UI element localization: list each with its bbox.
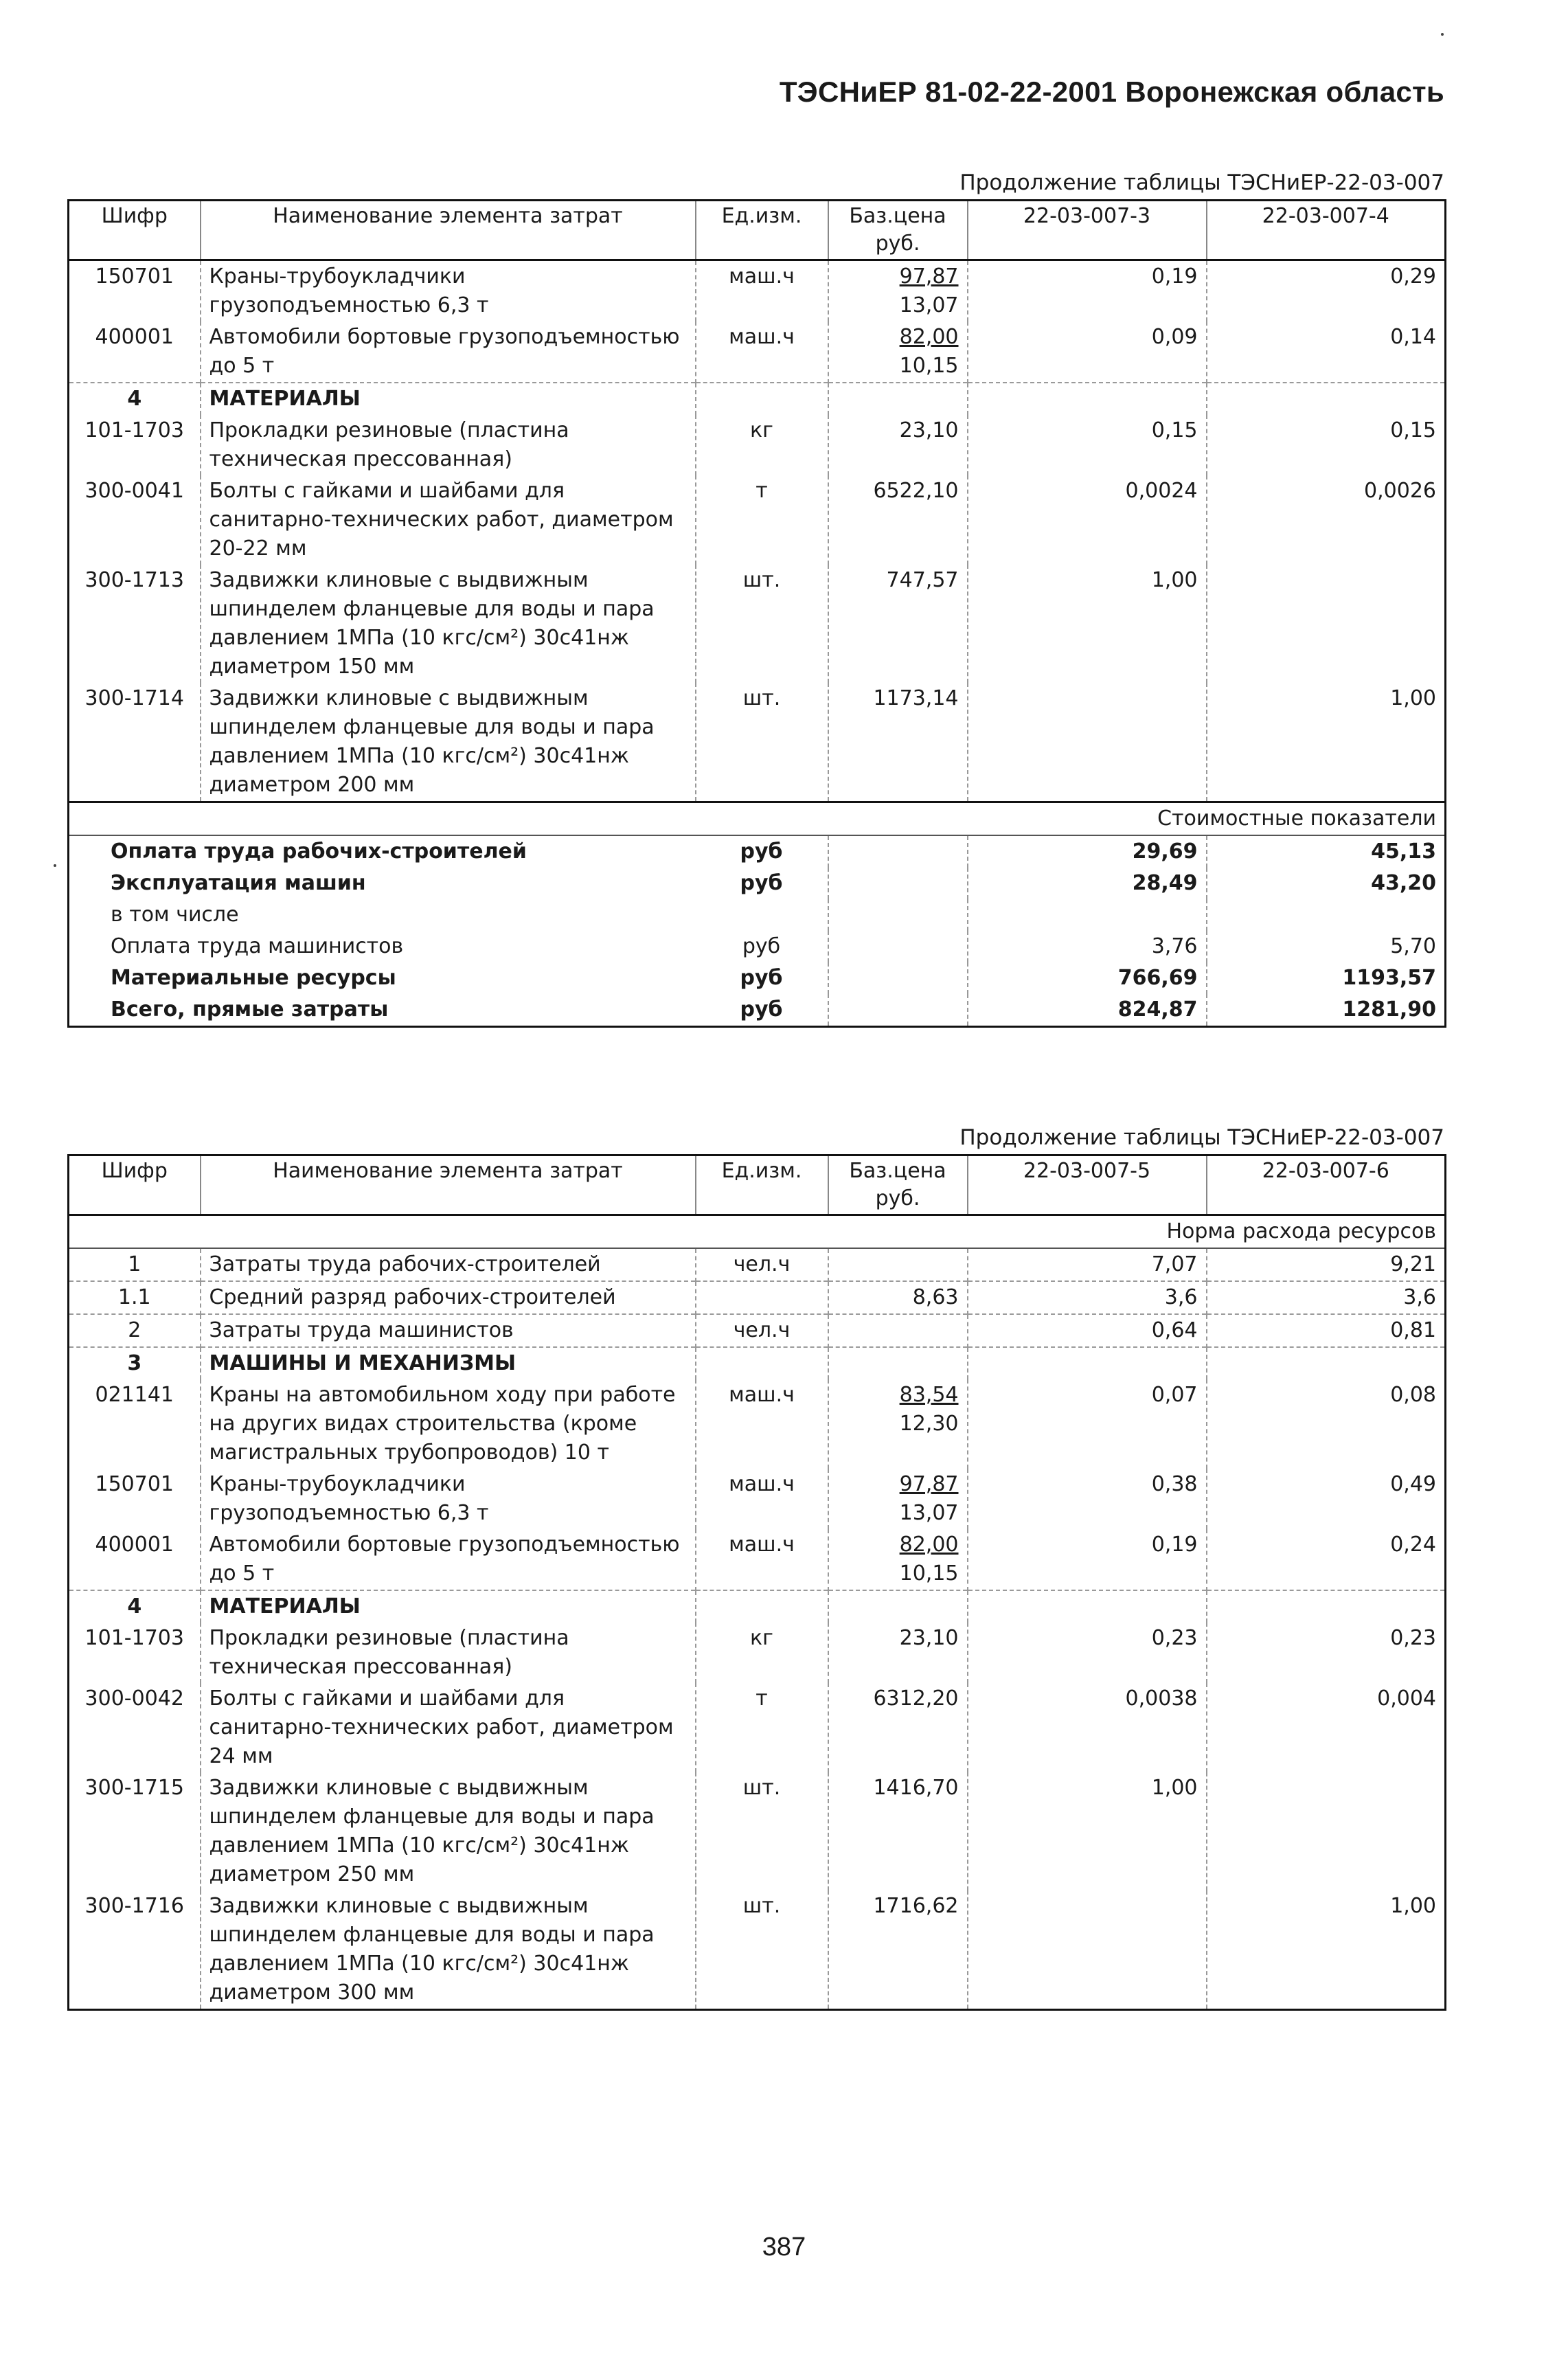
row-code: 1 bbox=[69, 1248, 201, 1281]
cost-value-b: 45,13 bbox=[1371, 839, 1436, 864]
row-price-main: 83,54 bbox=[899, 1383, 959, 1407]
row-price bbox=[828, 383, 968, 415]
row-price: 1416,70 bbox=[828, 1772, 968, 1890]
row-code: 4 bbox=[69, 1590, 201, 1623]
row-value-a bbox=[968, 1347, 1207, 1379]
row-name: Краны-трубоукладчики грузоподъемностью 6,3 т bbox=[201, 1469, 696, 1529]
row-price-main: 82,00 bbox=[899, 325, 959, 349]
header-code: Шифр bbox=[69, 201, 201, 260]
row-name: Задвижки клиновые с выдвижным шпинделем фланцевые для воды и пара давлением 1МПа (10 кгс/см²) 30с41нж диаметром 150 мм bbox=[201, 565, 696, 683]
row-price-main: 82,00 bbox=[899, 1533, 959, 1557]
cost-value-b bbox=[1207, 899, 1446, 931]
row-price-wage: 10,15 bbox=[899, 1561, 959, 1585]
row-name: МАШИНЫ И МЕХАНИЗМЫ bbox=[201, 1347, 696, 1379]
cost-row bbox=[69, 899, 1446, 931]
table-row bbox=[69, 1248, 1446, 1281]
row-code: 150701 bbox=[69, 260, 201, 322]
cost-value-b: 43,20 bbox=[1371, 871, 1436, 895]
row-name: Прокладки резиновые (пластина техническая прессованная) bbox=[201, 1623, 696, 1683]
row-value-a: 0,0024 bbox=[968, 475, 1207, 565]
row-value-b: 0,49 bbox=[1390, 1472, 1436, 1496]
cost-price bbox=[828, 899, 968, 931]
table-row bbox=[69, 475, 1446, 565]
cost-label: Эксплуатация машин bbox=[111, 871, 366, 895]
header-name: Наименование элемента затрат bbox=[201, 1155, 696, 1215]
table-row bbox=[69, 683, 1446, 802]
row-price: 6312,20 bbox=[828, 1683, 968, 1772]
header-unit: Ед.изм. bbox=[696, 201, 828, 260]
row-value-b: 0,24 bbox=[1390, 1533, 1436, 1557]
cost-value-a bbox=[968, 899, 1207, 931]
row-unit bbox=[696, 1281, 828, 1314]
cost-value-a: 824,87 bbox=[968, 994, 1207, 1027]
row-name: МАТЕРИАЛЫ bbox=[201, 383, 696, 415]
row-name: Задвижки клиновые с выдвижным шпинделем фланцевые для воды и пара давлением 1МПа (10 кгс/см²) 30с41нж диаметром 200 мм bbox=[201, 683, 696, 802]
header-price: Баз.цена руб. bbox=[828, 201, 968, 260]
row-value-a: 0,64 bbox=[968, 1314, 1207, 1347]
cost-label: Оплата труда машинистов bbox=[111, 934, 404, 958]
header-col-a: 22-03-007-3 bbox=[968, 201, 1207, 260]
table-body bbox=[69, 1248, 1446, 2010]
cost-label: Оплата труда рабочих-строителей bbox=[111, 839, 527, 864]
row-code: 300-0041 bbox=[69, 475, 201, 565]
row-value-a: 1,00 bbox=[968, 1772, 1207, 1890]
cost-unit: руб bbox=[696, 962, 828, 994]
cost-value-a: 28,49 bbox=[968, 868, 1207, 899]
row-code: 300-1715 bbox=[69, 1772, 201, 1890]
row-value-b bbox=[1207, 383, 1446, 415]
row-unit: шт. bbox=[696, 683, 828, 802]
row-name: МАТЕРИАЛЫ bbox=[201, 1590, 696, 1623]
table-row bbox=[69, 1683, 1446, 1772]
row-value-a bbox=[968, 683, 1207, 802]
header-col-b: 22-03-007-6 bbox=[1207, 1155, 1446, 1215]
table-row bbox=[69, 260, 1446, 322]
row-code: 400001 bbox=[69, 1529, 201, 1590]
row-price: 23,10 bbox=[828, 415, 968, 475]
row-code: 400001 bbox=[69, 321, 201, 383]
row-unit: т bbox=[696, 475, 828, 565]
row-name: Задвижки клиновые с выдвижным шпинделем фланцевые для воды и пара давлением 1МПа (10 кгс/см²) 30с41нж диаметром 300 мм bbox=[201, 1890, 696, 2010]
row-unit: маш.ч bbox=[696, 1379, 828, 1469]
resource-table-1 bbox=[67, 199, 1446, 1028]
row-name: Автомобили бортовые грузоподъемностью до 5 т bbox=[201, 1529, 696, 1590]
row-code: 300-1714 bbox=[69, 683, 201, 802]
row-unit: т bbox=[696, 1683, 828, 1772]
row-value-a: 0,0038 bbox=[968, 1683, 1207, 1772]
header-code: Шифр bbox=[69, 1155, 201, 1215]
row-price: 1716,62 bbox=[828, 1890, 968, 2010]
norm-section-row bbox=[69, 1215, 1446, 1249]
row-price bbox=[828, 260, 968, 322]
row-code: 300-0042 bbox=[69, 1683, 201, 1772]
page-number: 387 bbox=[762, 2233, 806, 2261]
row-name: Болты с гайками и шайбами для санитарно-технических работ, диаметром 24 мм bbox=[201, 1683, 696, 1772]
header-price: Баз.цена руб. bbox=[828, 1155, 968, 1215]
row-name: Средний разряд рабочих-строителей bbox=[201, 1281, 696, 1314]
table-body bbox=[69, 260, 1446, 802]
page-title: ТЭСНиЕР 81-02-22-2001 Воронежская область bbox=[779, 76, 1444, 108]
row-unit bbox=[696, 1590, 828, 1623]
row-value-b: 0,23 bbox=[1390, 1626, 1436, 1650]
row-value-b: 0,08 bbox=[1390, 1383, 1436, 1407]
row-value-b: 1,00 bbox=[1390, 686, 1436, 710]
norm-section-label: Норма расхода ресурсов bbox=[69, 1215, 1446, 1249]
row-price bbox=[828, 1379, 968, 1469]
row-name: Болты с гайками и шайбами для санитарно-технических работ, диаметром 20-22 мм bbox=[201, 475, 696, 565]
row-value-a: 0,15 bbox=[968, 415, 1207, 475]
table-row bbox=[69, 1379, 1446, 1469]
cost-unit bbox=[696, 899, 828, 931]
row-value-a bbox=[968, 383, 1207, 415]
row-code: 300-1713 bbox=[69, 565, 201, 683]
row-price: 23,10 bbox=[828, 1623, 968, 1683]
row-price bbox=[828, 321, 968, 383]
resource-table-2 bbox=[67, 1154, 1446, 2011]
row-price: 1173,14 bbox=[828, 683, 968, 802]
cost-row bbox=[69, 962, 1446, 994]
table-row bbox=[69, 1347, 1446, 1379]
table-row bbox=[69, 321, 1446, 383]
row-value-b: 0,81 bbox=[1207, 1314, 1446, 1347]
header-col-a: 22-03-007-5 bbox=[968, 1155, 1207, 1215]
row-value-b bbox=[1207, 1590, 1446, 1623]
row-value-b bbox=[1207, 1347, 1446, 1379]
row-price bbox=[828, 1529, 968, 1590]
row-value-b: 0,14 bbox=[1390, 325, 1436, 349]
row-price bbox=[828, 1469, 968, 1529]
row-price-wage: 10,15 bbox=[899, 354, 959, 378]
table-row bbox=[69, 1623, 1446, 1683]
row-unit: кг bbox=[696, 415, 828, 475]
row-code: 2 bbox=[69, 1314, 201, 1347]
row-unit bbox=[696, 1347, 828, 1379]
cost-price bbox=[828, 962, 968, 994]
row-name: Краны на автомобильном ходу при работе на других видах строительства (кроме магистральных трубопроводов) 10 т bbox=[201, 1379, 696, 1469]
cost-price bbox=[828, 931, 968, 962]
cost-unit: руб bbox=[696, 931, 828, 962]
row-name: Краны-трубоукладчики грузоподъемностью 6,3 т bbox=[201, 260, 696, 322]
row-value-b bbox=[1207, 565, 1446, 683]
cost-body bbox=[69, 835, 1446, 1027]
row-value-a bbox=[968, 1890, 1207, 2010]
row-value-b: 3,6 bbox=[1207, 1281, 1446, 1314]
row-value-a: 0,07 bbox=[968, 1379, 1207, 1469]
row-code: 101-1703 bbox=[69, 1623, 201, 1683]
cost-label: Материальные ресурсы bbox=[111, 966, 396, 990]
row-code: 150701 bbox=[69, 1469, 201, 1529]
row-value-a: 0,19 bbox=[968, 260, 1207, 322]
row-unit: шт. bbox=[696, 1890, 828, 2010]
cost-price bbox=[828, 835, 968, 868]
row-value-a: 1,00 bbox=[968, 565, 1207, 683]
row-price-wage: 12,30 bbox=[899, 1412, 959, 1436]
row-unit: маш.ч bbox=[696, 260, 828, 322]
row-price bbox=[828, 1590, 968, 1623]
cost-section-label: Стоимостные показатели bbox=[69, 802, 1446, 836]
row-unit: маш.ч bbox=[696, 321, 828, 383]
cost-value-b: 1281,90 bbox=[1342, 997, 1436, 1022]
cost-unit: руб bbox=[696, 835, 828, 868]
table-continuation-caption: Продолжение таблицы ТЭСНиЕР-22-03-007 bbox=[959, 170, 1444, 195]
row-value-a: 7,07 bbox=[968, 1248, 1207, 1281]
cost-row bbox=[69, 994, 1446, 1027]
row-name: Задвижки клиновые с выдвижным шпинделем фланцевые для воды и пара давлением 1МПа (10 кгс/см²) 30с41нж диаметром 250 мм bbox=[201, 1772, 696, 1890]
row-price: 8,63 bbox=[828, 1281, 968, 1314]
table-header-row bbox=[69, 1155, 1446, 1215]
cost-row bbox=[69, 868, 1446, 899]
row-value-a: 0,09 bbox=[968, 321, 1207, 383]
row-unit: маш.ч bbox=[696, 1469, 828, 1529]
row-value-a: 0,23 bbox=[968, 1623, 1207, 1683]
row-code: 101-1703 bbox=[69, 415, 201, 475]
row-price-wage: 13,07 bbox=[899, 1501, 959, 1525]
table-continuation-caption: Продолжение таблицы ТЭСНиЕР-22-03-007 bbox=[959, 1125, 1444, 1150]
header-unit: Ед.изм. bbox=[696, 1155, 828, 1215]
cost-row bbox=[69, 835, 1446, 868]
row-name: Прокладки резиновые (пластина техническая прессованная) bbox=[201, 415, 696, 475]
row-value-b: 9,21 bbox=[1390, 1252, 1436, 1276]
row-value-a: 3,6 bbox=[968, 1281, 1207, 1314]
cost-value-b: 5,70 bbox=[1390, 934, 1436, 958]
cost-unit: руб bbox=[696, 868, 828, 899]
row-price-main: 97,87 bbox=[899, 1472, 959, 1496]
row-price bbox=[828, 1347, 968, 1379]
row-code: 3 bbox=[69, 1347, 201, 1379]
table-row bbox=[69, 1281, 1446, 1314]
row-price: 747,57 bbox=[828, 565, 968, 683]
row-name: Затраты труда машинистов bbox=[201, 1314, 696, 1347]
row-code: 4 bbox=[69, 383, 201, 415]
cost-value-b: 1193,57 bbox=[1342, 966, 1436, 990]
row-price-main: 97,87 bbox=[899, 264, 959, 289]
table-row bbox=[69, 383, 1446, 415]
table-row bbox=[69, 565, 1446, 683]
table-row bbox=[69, 1590, 1446, 1623]
table-row bbox=[69, 1890, 1446, 2010]
table-row bbox=[69, 1772, 1446, 1890]
row-unit: чел.ч bbox=[696, 1314, 828, 1347]
header-name: Наименование элемента затрат bbox=[201, 201, 696, 260]
table-row bbox=[69, 1529, 1446, 1590]
row-unit bbox=[696, 383, 828, 415]
scan-speck bbox=[1441, 33, 1444, 36]
row-value-a: 0,38 bbox=[968, 1469, 1207, 1529]
scan-speck bbox=[54, 864, 56, 867]
row-value-b: 1,00 bbox=[1390, 1894, 1436, 1918]
cost-label: в том числе bbox=[111, 903, 239, 927]
row-code: 1.1 bbox=[69, 1281, 201, 1314]
cost-label: Всего, прямые затраты bbox=[111, 997, 389, 1022]
table-row bbox=[69, 1314, 1446, 1347]
row-unit: шт. bbox=[696, 1772, 828, 1890]
row-value-b bbox=[1207, 1772, 1446, 1890]
cost-price bbox=[828, 868, 968, 899]
row-price bbox=[828, 1314, 968, 1347]
row-name: Затраты труда рабочих-строителей bbox=[201, 1248, 696, 1281]
row-value-b: 0,15 bbox=[1390, 418, 1436, 442]
row-value-a: 0,19 bbox=[968, 1529, 1207, 1590]
row-unit: шт. bbox=[696, 565, 828, 683]
row-unit: маш.ч bbox=[696, 1529, 828, 1590]
row-code: 021141 bbox=[69, 1379, 201, 1469]
row-value-a bbox=[968, 1590, 1207, 1623]
row-price bbox=[828, 1248, 968, 1281]
row-value-b: 0,0026 bbox=[1364, 479, 1436, 503]
cost-section-row bbox=[69, 802, 1446, 836]
cost-value-a: 766,69 bbox=[968, 962, 1207, 994]
row-unit: чел.ч bbox=[696, 1248, 828, 1281]
row-value-b: 0,004 bbox=[1377, 1686, 1436, 1711]
table-header-row bbox=[69, 201, 1446, 260]
header-col-b: 22-03-007-4 bbox=[1207, 201, 1446, 260]
table-row bbox=[69, 415, 1446, 475]
row-unit: кг bbox=[696, 1623, 828, 1683]
cost-unit: руб bbox=[696, 994, 828, 1027]
row-price-wage: 13,07 bbox=[899, 293, 959, 317]
cost-price bbox=[828, 994, 968, 1027]
row-name: Автомобили бортовые грузоподъемностью до 5 т bbox=[201, 321, 696, 383]
cost-row bbox=[69, 931, 1446, 962]
cost-value-a: 3,76 bbox=[968, 931, 1207, 962]
row-code: 300-1716 bbox=[69, 1890, 201, 2010]
cost-value-a: 29,69 bbox=[968, 835, 1207, 868]
row-price: 6522,10 bbox=[828, 475, 968, 565]
table-row bbox=[69, 1469, 1446, 1529]
row-value-b: 0,29 bbox=[1390, 264, 1436, 289]
